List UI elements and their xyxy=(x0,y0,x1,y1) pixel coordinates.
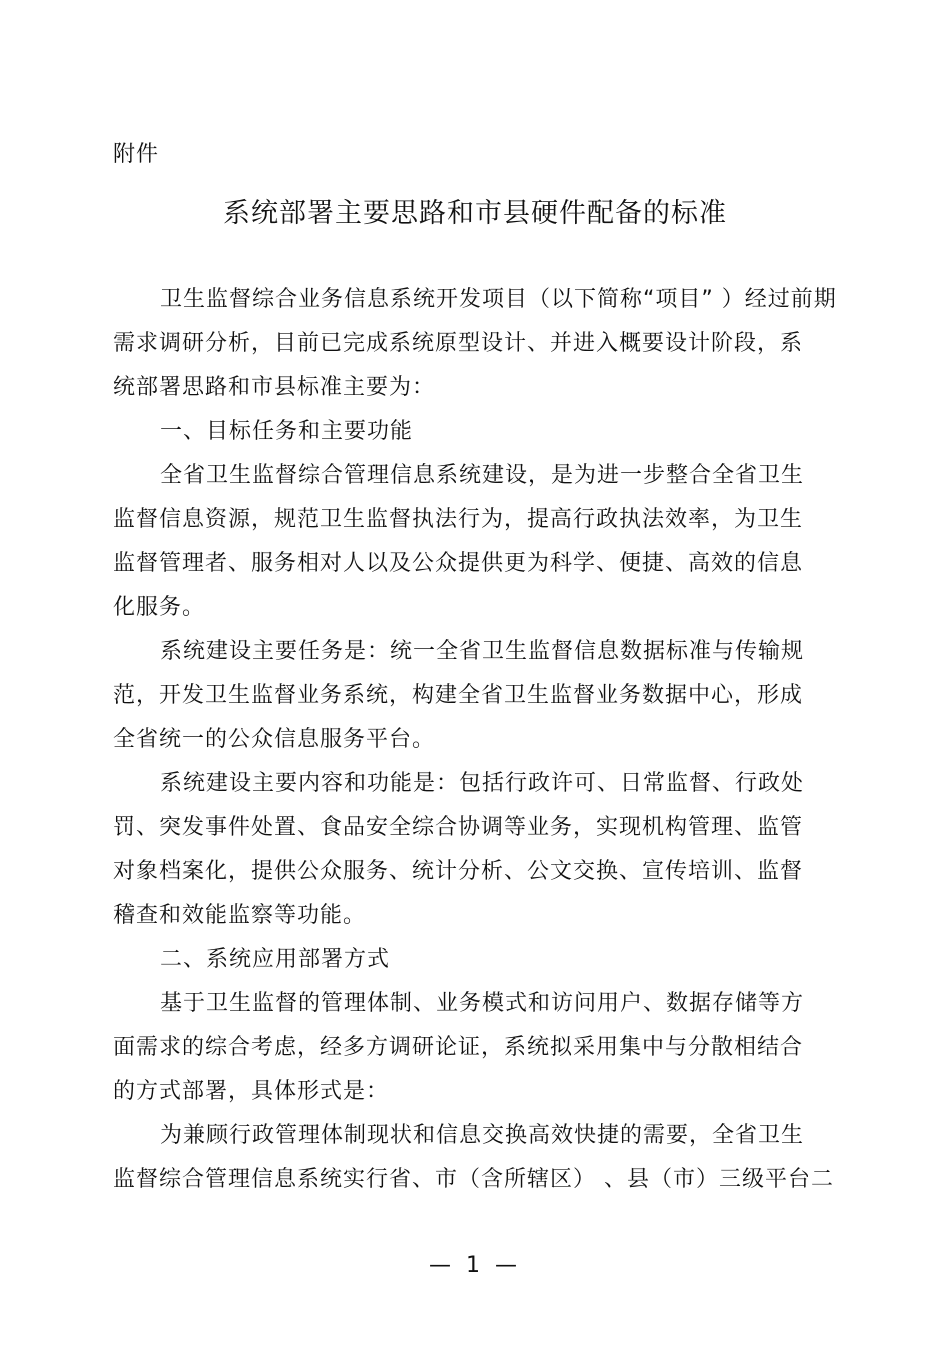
text-line: 卫生监督综合业务信息系统开发项目（以下简称“项目” ）经过前期 xyxy=(160,287,837,312)
annex-label: 附件 xyxy=(113,142,160,167)
text-line: 监督综合管理信息系统实行省、市（含所辖区） 、县（市）三级平台二 xyxy=(113,1167,834,1192)
text-line: 全省统一的公众信息服务平台。 xyxy=(113,727,436,752)
text-line: 罚、突发事件处置、食品安全综合协调等业务，实现机构管理、监管 xyxy=(113,815,804,840)
section-heading-2: 二、系统应用部署方式 xyxy=(160,947,391,972)
text-line: 需求调研分析，目前已完成系统原型设计、并进入概要设计阶段，系 xyxy=(113,331,804,356)
document-title: 系统部署主要思路和市县硬件配备的标准 xyxy=(223,198,727,229)
paragraph-intro xyxy=(113,278,843,410)
text-line: 对象档案化，提供公众服务、统计分析、公文交换、宣传培训、监督 xyxy=(113,859,804,884)
paragraph-tasks xyxy=(113,630,843,762)
text-line: 为兼顾行政管理体制现状和信息交换高效快捷的需要，全省卫生 xyxy=(160,1123,805,1148)
text-line: 基于卫生监督的管理体制、业务模式和访问用户、数据存储等方 xyxy=(160,991,805,1016)
text-line: 统部署思路和市县标准主要为： xyxy=(113,375,436,400)
text-line: 全省卫生监督综合管理信息系统建设，是为进一步整合全省卫生 xyxy=(160,463,805,488)
text-line: 稽查和效能监察等功能。 xyxy=(113,903,367,928)
text-line: 监督管理者、服务相对人以及公众提供更为科学、便捷、高效的信息 xyxy=(113,551,804,576)
paragraph-functions xyxy=(113,762,843,938)
paragraph-platform xyxy=(113,1114,843,1202)
paragraph-deployment xyxy=(113,982,843,1114)
document-body xyxy=(113,278,843,1202)
text-line: 系统建设主要内容和功能是：包括行政许可、日常监督、行政处 xyxy=(160,771,805,796)
paragraph-goal xyxy=(113,454,843,630)
text-line: 面需求的综合考虑，经多方调研论证，系统拟采用集中与分散相结合 xyxy=(113,1035,804,1060)
page-number: — 1 — xyxy=(429,1253,521,1278)
section-heading-1: 一、目标任务和主要功能 xyxy=(160,419,414,444)
text-line: 化服务。 xyxy=(113,595,206,620)
text-line: 的方式部署，具体形式是： xyxy=(113,1079,390,1104)
text-line: 范，开发卫生监督业务系统，构建全省卫生监督业务数据中心，形成 xyxy=(113,683,804,708)
text-line: 监督信息资源，规范卫生监督执法行为，提高行政执法效率，为卫生 xyxy=(113,507,804,532)
text-line: 系统建设主要任务是：统一全省卫生监督信息数据标准与传输规 xyxy=(160,639,805,664)
